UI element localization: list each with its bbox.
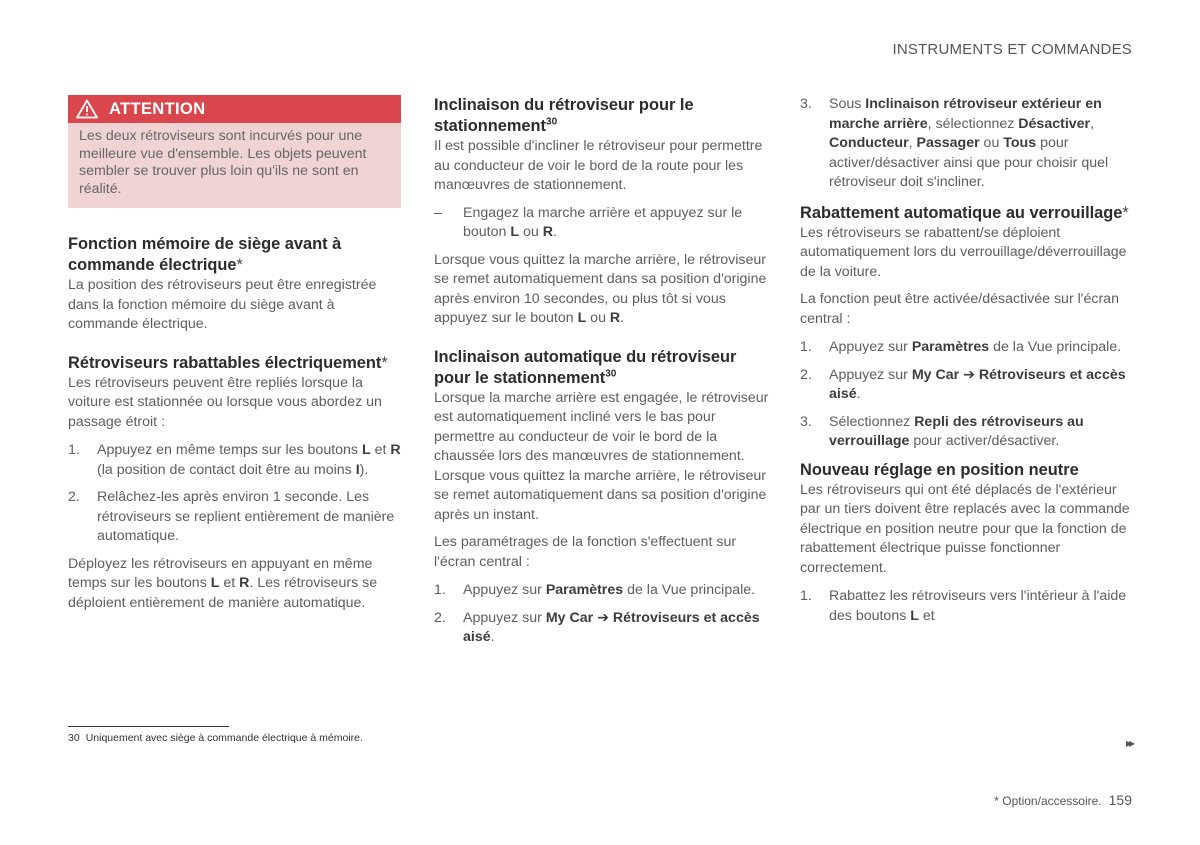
list-item: 1. Rabattez les rétroviseurs vers l'intérieur à l'aide des boutons L et [800,588,1127,624]
paragraph-leave-reverse: Lorsque vous quittez la marche arrière, le rétroviseur se remet automatiquement dans sa position d'origine après environ 10 secondes, ou plus tôt si vous appuyez sur le bouton L ou R. [434,251,767,326]
paragraph-auto-tilt: Lorsque la marche arrière est engagée, le rétroviseur est automatiquement incliné vers le bas pour permettre au conducteur de voir le bord de la chaussée lors des manœuvres de stationnement. Lorsque vous quittez la marche arrière, le rétroviseur se remet automatiquement dans sa position d'origine après un instant. [434,389,769,523]
page-number: 159 [1108,792,1132,808]
list-item: – Engagez la marche arrière et appuyez sur le bouton L ou R. [434,204,743,240]
list-item: 3. Sélectionnez Repli des rétroviseurs au verrouillage pour activer/désactiver. [800,413,1084,449]
heading-lock-fold: Rabattement automatique au verrouillage* [800,203,1129,222]
list-item: 3. Sous Inclinaison rétroviseur extérieur en marche arrière, sélectionnez Désactiver, Conducteur, Passager ou Tous pour activer/désactiver ainsi que pour choisir quel rétroviseur doit s'incliner. [800,96,1109,190]
paragraph-fold: Les rétroviseurs peuvent être repliés lorsque la voiture est stationnée ou lorsque vous abordez un passage étroit : [68,374,382,430]
warning-triangle-icon [76,99,98,119]
paragraph-lock-fold: Les rétroviseurs se rabattent/se déploient automatiquement lors du verrouillage/déverrouillage de la voiture. [800,224,1127,280]
settings-steps-continued [800,95,1134,193]
list-item: 2. Relâchez-les après environ 1 seconde. Les rétroviseurs se replient entièrement de manière automatique. [68,489,395,544]
list-item: 2. Appuyez sur My Car ➔ Rétroviseurs et accès aisé. [434,609,760,645]
column-3 [800,95,1134,634]
footnote: 30 Uniquement avec siège à commande électrique à mémoire. [68,732,363,744]
neutral-steps [800,587,1134,626]
attention-label: ATTENTION [109,99,206,118]
paragraph-memory: La position des rétroviseurs peut être enregistrée dans la fonction mémoire du siège avant à commande électrique. [68,277,377,332]
heading-tilt: Inclinaison du rétroviseur pour le stationnement$^{30}$ [434,96,694,135]
column-2 [434,95,770,656]
arrow-right-icon: ➔ [597,609,609,626]
list-item: 2. Appuyez sur My Car ➔ Rétroviseurs et accès aisé. [800,366,1126,402]
column-1 [68,95,401,613]
list-item: 1. Appuyez sur Paramètres de la Vue principale. [800,339,1122,355]
double-arrow-next-icon: ▸▸ [1125,736,1132,750]
settings-steps [434,581,770,648]
page-footer [994,792,1132,808]
heading-memory: Fonction mémoire de siège avant à commande électrique* [68,235,342,274]
list-item: 1. Appuyez en même temps sur les boutons L et R (la position de contact doit être au moins I). [68,442,401,478]
attention-text: Les deux rétroviseurs sont incurvés pour une meilleure vue d'ensemble. Les objets peuvent sembler se trouver plus loin qu'ils ne sont en réalité. [79,128,367,197]
footnote-divider [68,726,229,727]
section-title: INSTRUMENTS ET COMMANDES [892,41,1132,58]
lock-steps [800,338,1134,452]
heading-auto-tilt: Inclinaison automatique du rétroviseur pour le stationnement$^{30}$ [434,347,737,387]
list-item: 1. Appuyez sur Paramètres de la Vue principale. [434,582,756,598]
attention-box [68,95,401,208]
arrow-right-icon: ➔ [963,366,975,383]
fold-steps [68,441,401,547]
heading-neutral: Nouveau réglage en position neutre [800,460,1079,479]
paragraph-tilt: Il est possible d'incliner le rétroviseur pour permettre au conducteur de voir le bord de la route pour les manœuvres de stationnement. [434,138,763,193]
paragraph-screen: La fonction peut être activée/désactivée sur l'écran central : [800,291,1119,327]
option-note: * Option/accessoire. [994,794,1102,808]
paragraph-deploy: Déployez les rétroviseurs en appuyant en même temps sur les boutons L et R. Les rétroviseurs se déploient entièrement de manière automatique. [68,555,378,611]
paragraph-neutral: Les rétroviseurs qui ont été déplacés de l'extérieur par un tiers doivent être replacés avec la commande électrique en position neutre pour que la fonction de rabattement électrique puisse fonctionner correctement. [800,481,1130,576]
attention-header [68,95,401,123]
paragraph-settings: Les paramétrages de la fonction s'effectuent sur l'écran central : [434,534,737,570]
heading-fold: Rétroviseurs rabattables électriquement* [68,353,388,372]
